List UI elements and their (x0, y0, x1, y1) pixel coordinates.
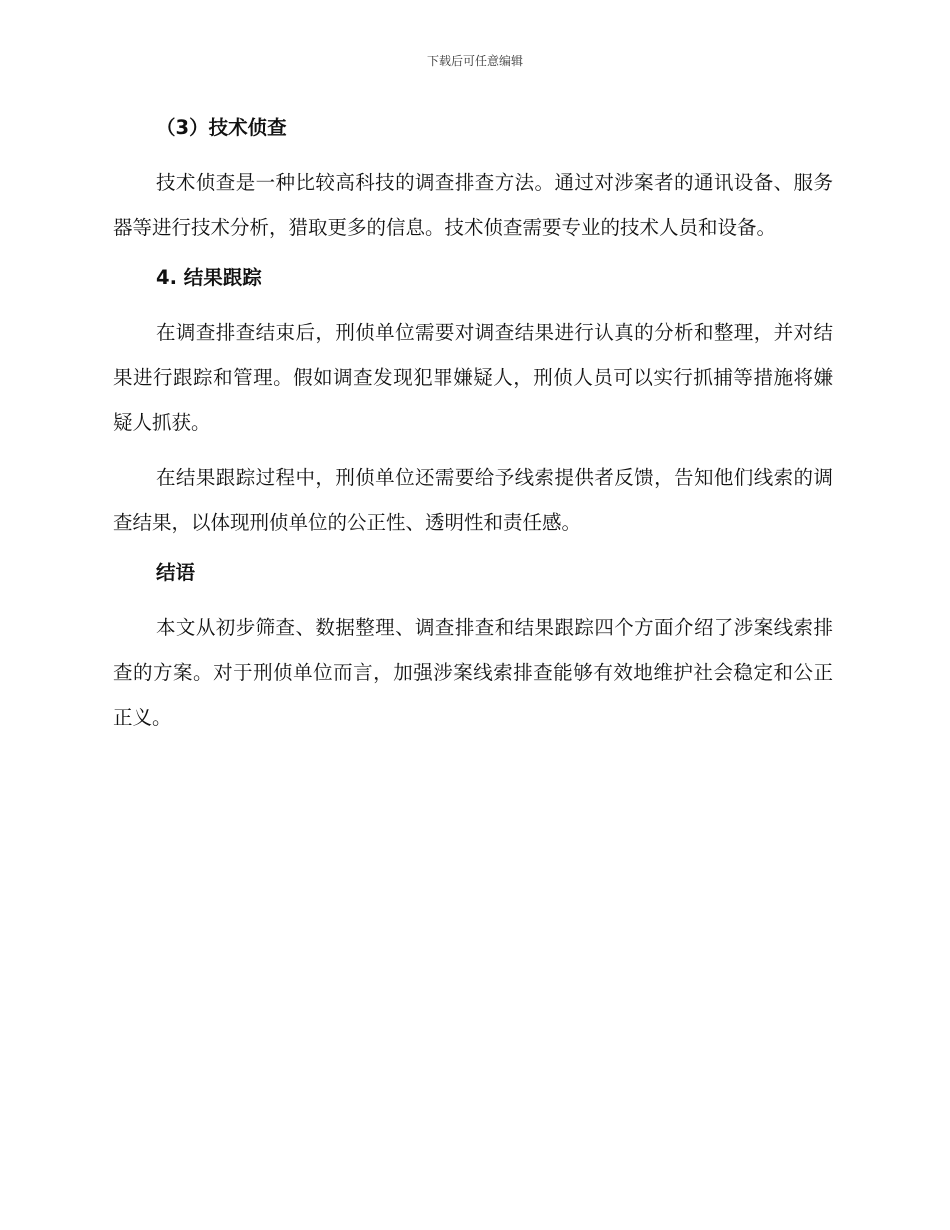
paragraph-technical-investigation: 技术侦查是一种比较高科技的调查排查方法。通过对涉案者的通讯设备、服务器等进行技术分析，猎取更多的信息。技术侦查需要专业的技术人员和设备。 (113, 171, 833, 239)
paragraph-conclusion: 本文从初步筛查、数据整理、调查排查和结果跟踪四个方面介绍了涉案线索排查的方案。对于刑侦单位而言，加强涉案线索排查能够有效地维护社会稳定和公正正义。 (113, 616, 833, 729)
heading-technical-investigation: （3）技术侦查 (156, 116, 287, 139)
paragraph-result-tracking-1: 在调查排查结束后，刑侦单位需要对调查结果进行认真的分析和整理，并对结果进行跟踪和管理。假如调查发现犯罪嫌疑人，刑侦人员可以实行抓捕等措施将嫌疑人抓获。 (113, 321, 833, 434)
paragraph-result-tracking-2: 在结果跟踪过程中，刑侦单位还需要给予线索提供者反馈，告知他们线索的调查结果，以体现刑侦单位的公正性、透明性和责任感。 (113, 466, 833, 534)
header-note: 下载后可任意编辑 (426, 54, 523, 68)
heading-conclusion: 结语 (156, 561, 196, 584)
document-body (113, 110, 833, 740)
heading-result-tracking: 4. 结果跟踪 (156, 266, 262, 289)
